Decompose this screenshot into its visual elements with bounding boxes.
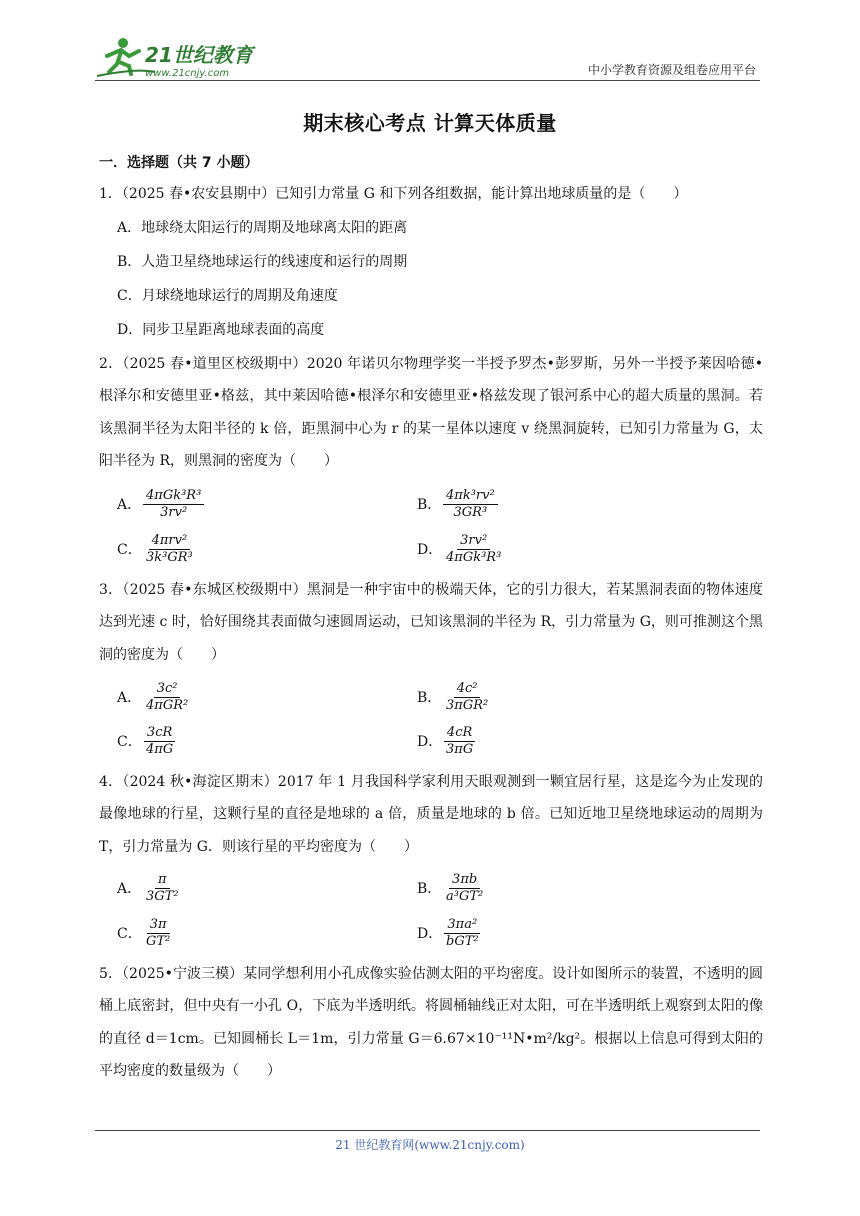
numerator: 3cR — [144, 725, 175, 742]
question-4-option-a[interactable] — [117, 872, 182, 905]
option-label: B． — [117, 254, 142, 270]
denominator: a³GT² — [446, 889, 484, 904]
formula — [443, 917, 482, 950]
numerator: π — [155, 872, 170, 889]
page-header — [95, 34, 760, 82]
formula — [143, 681, 191, 714]
question-1-stem: 1．（2025 春•农安县期中）已知引力常量 G 和下列各组数据，能计算出地球质量的是（ ） — [99, 186, 688, 202]
numerator: 3πb — [449, 872, 480, 889]
question-4-option-d[interactable] — [417, 917, 482, 950]
numerator: 3rv² — [457, 533, 490, 550]
question-4-stem: 4．（2024 秋•海淀区期末）2017 年 1 月我国科学家利用天眼观测到一颗宜居行星，这是迄今为止发现的最像地球的行星，这颗行星的直径是地球的 a 倍，质量是地球的 b 倍。已知近地卫星绕地球运动的周期为 T，引力常量为 G．则该行星的平均密度为（ ） — [99, 774, 763, 855]
question-1-option-c[interactable] — [117, 286, 338, 306]
option-text: 地球绕太阳运行的周期及地球离太阳的距离 — [141, 220, 408, 236]
question-4-option-c[interactable] — [117, 917, 173, 950]
formula — [443, 681, 491, 714]
question-2-option-d[interactable] — [417, 533, 504, 566]
denominator: 3πG — [446, 742, 474, 757]
denominator: 3rv² — [160, 505, 188, 520]
denominator: bGT² — [446, 934, 479, 949]
option-text: 人造卫星绕地球运行的线速度和运行的周期 — [141, 254, 408, 270]
question-2-option-b[interactable] — [417, 488, 498, 521]
formula — [443, 488, 498, 521]
option-label: C． — [117, 541, 142, 558]
formula — [143, 872, 182, 905]
formula — [143, 533, 196, 566]
numerator: 4πk³rv² — [443, 488, 498, 505]
option-label: A． — [117, 220, 142, 236]
page-title: 期末核心考点 计算天体质量 — [303, 111, 557, 135]
question-3-option-d[interactable] — [417, 725, 476, 758]
option-label: D． — [117, 322, 143, 338]
numerator: 4πrv² — [149, 533, 191, 550]
option-label: D． — [417, 925, 443, 942]
option-label: D． — [417, 733, 443, 750]
denominator: 4πGR² — [146, 698, 189, 713]
formula — [443, 533, 504, 566]
numerator: 3πa² — [444, 917, 480, 934]
platform-name: 中小学教育资源及组卷应用平台 — [587, 63, 756, 77]
option-label: A． — [117, 880, 142, 897]
formula — [143, 488, 204, 521]
numerator: 3c² — [154, 681, 181, 698]
logo-text: 21世纪教育 — [145, 43, 253, 67]
option-label: C． — [117, 733, 142, 750]
denominator: 3k³GR³ — [146, 550, 193, 565]
denominator: 3πGR² — [446, 698, 489, 713]
denominator: 3GT² — [146, 889, 179, 904]
denominator: GT² — [146, 934, 171, 949]
option-label: B． — [417, 880, 442, 897]
question-3-option-a[interactable] — [117, 681, 191, 714]
denominator: 3GR³ — [453, 505, 488, 520]
logo-url: www.21cnjy.com — [145, 68, 230, 79]
option-label: B． — [417, 496, 442, 513]
option-text: 同步卫星距离地球表面的高度 — [142, 322, 325, 338]
question-1-option-a[interactable] — [117, 218, 407, 238]
question-1-option-b[interactable] — [117, 252, 407, 272]
section-heading: 一．选择题（共 7 小题） — [99, 155, 259, 171]
header-divider — [95, 80, 760, 81]
denominator: 4πG — [146, 742, 174, 757]
formula — [443, 725, 476, 758]
option-label: C． — [117, 288, 142, 304]
option-text: 月球绕地球运行的周期及角速度 — [141, 288, 338, 304]
numerator: 4πGk³R³ — [143, 488, 204, 505]
numerator: 4cR — [444, 725, 475, 742]
question-3-option-b[interactable] — [417, 681, 491, 714]
question-2-option-c[interactable] — [117, 533, 196, 566]
page-footer: 21 世纪教育网(www.21cnjy.com) — [335, 1138, 525, 1152]
logo-icon — [95, 34, 260, 80]
numerator: 3π — [147, 917, 170, 934]
denominator: 4πGk³R³ — [446, 550, 502, 565]
formula — [143, 725, 176, 758]
formula — [143, 917, 173, 950]
question-2-option-a[interactable] — [117, 488, 204, 521]
option-label: C． — [117, 925, 142, 942]
question-1-option-d[interactable] — [117, 320, 324, 340]
question-3-stem: 3．（2025 春•东城区校级期中）黑洞是一种宇宙中的极端天体，它的引力很大，若某黑洞表面的物体速度达到光速 c 时，恰好围绕其表面做匀速圆周运动，已知该黑洞的半径为 R，引力常量为 G，则可推测这个黑洞的密度为（ ） — [99, 582, 763, 663]
question-4-option-b[interactable] — [417, 872, 486, 905]
footer-divider — [95, 1130, 760, 1131]
question-3-option-c[interactable] — [117, 725, 176, 758]
option-label: A． — [117, 496, 142, 513]
formula — [443, 872, 486, 905]
option-label: B． — [417, 689, 442, 706]
numerator: 4c² — [454, 681, 481, 698]
option-label: D． — [417, 541, 443, 558]
question-5-stem: 5．（2025•宁波三模）某同学想利用小孔成像实验估测太阳的平均密度。设计如图所示的装置，不透明的圆桶上底密封，但中央有一小孔 O，下底为半透明纸。将圆桶轴线正对太阳，可在半透明纸上观察到太阳的像的直径 d＝1cm。已知圆桶长 L＝1m，引力常量 G＝6.67×10⁻¹¹N•m²/kg²。根据以上信息可得到太阳的平均密度的数量级为（ ） — [99, 966, 763, 1079]
question-2-stem: 2．（2025 春•道里区校级期中）2020 年诺贝尔物理学奖一半授予罗杰•彭罗斯，另外一半授予莱因哈德•根泽尔和安德里亚•格兹，其中莱因哈德•根泽尔和安德里亚•格兹发现了银河系中心的超大质量的黑洞。若该黑洞半径为太阳半径的 k 倍，距黑洞中心为 r 的某一星体以速度 v 绕黑洞旋转，已知引力常量为 G，太阳半径为 R，则黑洞的密度为（ ） — [99, 356, 763, 469]
option-label: A． — [117, 689, 142, 706]
